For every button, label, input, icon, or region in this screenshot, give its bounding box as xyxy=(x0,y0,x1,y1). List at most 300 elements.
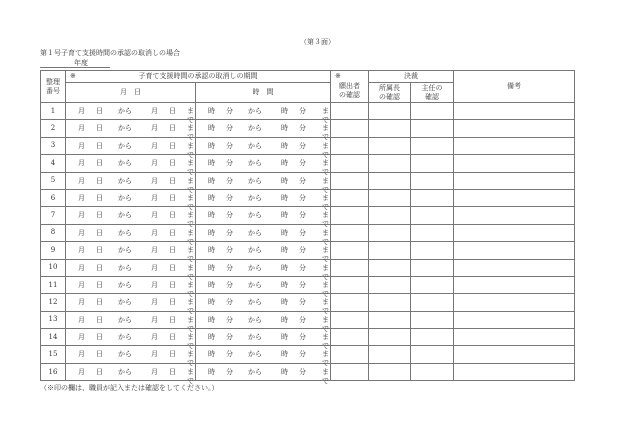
applicant-confirm-cell[interactable] xyxy=(331,363,369,380)
time-unit: 分 xyxy=(226,350,233,359)
time-unit: 時 xyxy=(281,124,288,133)
head-confirm-cell[interactable] xyxy=(369,363,411,380)
table-row xyxy=(41,276,575,293)
date-unit: まで xyxy=(187,124,194,142)
remarks-header: 備考 xyxy=(454,71,575,103)
number-header: 整理 番号 xyxy=(41,71,66,103)
applicant-confirm-cell[interactable] xyxy=(331,242,369,259)
year-field[interactable] xyxy=(40,58,110,68)
date-unit: 日 xyxy=(169,298,176,307)
date-unit: 日 xyxy=(169,280,176,289)
table-row xyxy=(41,120,575,137)
date-unit: 月 xyxy=(78,333,85,342)
time-cell[interactable] xyxy=(196,311,331,333)
head-confirm-cell[interactable] xyxy=(369,155,411,172)
form-title: 第１号子育て支援時間の承認の取消しの場合 xyxy=(40,49,180,57)
time-unit: まで xyxy=(322,263,329,281)
year-label: 年度 xyxy=(74,59,88,67)
date-unit: 日 xyxy=(169,124,176,133)
time-unit: 時 xyxy=(208,124,215,133)
time-unit: から xyxy=(248,159,262,168)
time-unit: 分 xyxy=(226,141,233,150)
chief-confirm-cell[interactable] xyxy=(411,224,454,241)
time-cell[interactable] xyxy=(196,276,331,298)
date-unit: 月 xyxy=(151,141,158,150)
date-cell[interactable] xyxy=(66,172,196,194)
time-cell[interactable] xyxy=(196,363,331,385)
time-unit: 時 xyxy=(281,298,288,307)
time-unit: 分 xyxy=(299,350,306,359)
time-unit: まで xyxy=(322,367,329,385)
applicant-confirm-cell[interactable] xyxy=(331,137,369,154)
date-unit: 日 xyxy=(169,333,176,342)
table-row xyxy=(41,189,575,206)
time-unit: から xyxy=(248,367,262,376)
date-unit: から xyxy=(118,280,132,289)
date-unit: 日 xyxy=(96,193,103,202)
time-unit: 分 xyxy=(299,246,306,255)
table-row xyxy=(41,311,575,328)
chief-confirm-cell[interactable] xyxy=(411,103,454,120)
time-unit: まで xyxy=(322,280,329,298)
date-unit: 月 xyxy=(78,298,85,307)
applicant-confirm-cell[interactable] xyxy=(331,329,369,346)
time-unit: 分 xyxy=(226,246,233,255)
time-unit: 分 xyxy=(299,315,306,324)
time-unit: 分 xyxy=(299,333,306,342)
date-unit: 日 xyxy=(96,124,103,133)
time-unit: まで xyxy=(322,333,329,351)
applicant-confirm-cell[interactable] xyxy=(331,103,369,120)
applicant-confirm-cell[interactable] xyxy=(331,172,369,189)
date-cell[interactable] xyxy=(66,276,196,298)
row-number: 16 xyxy=(41,363,66,380)
head-confirm-cell[interactable] xyxy=(369,329,411,346)
date-unit: 日 xyxy=(96,333,103,342)
date-unit: 月 xyxy=(151,211,158,220)
head-confirm-header: 所属長 の確認 xyxy=(369,83,411,103)
remarks-cell[interactable] xyxy=(454,259,575,276)
time-unit: 時 xyxy=(281,159,288,168)
applicant-header: ※ 願出者 の確認 xyxy=(331,71,369,103)
date-cell[interactable] xyxy=(66,207,196,229)
date-cell[interactable] xyxy=(66,137,196,159)
date-unit: から xyxy=(118,333,132,342)
date-unit: 月 xyxy=(78,350,85,359)
date-unit: まで xyxy=(187,176,194,194)
time-unit: 時 xyxy=(208,315,215,324)
remarks-cell[interactable] xyxy=(454,276,575,293)
time-header: 時 間 xyxy=(196,83,331,103)
remarks-cell[interactable] xyxy=(454,172,575,189)
time-unit: まで xyxy=(322,159,329,177)
date-header: 月 日 xyxy=(66,83,196,103)
date-cell[interactable] xyxy=(66,329,196,351)
time-cell[interactable] xyxy=(196,329,331,351)
date-unit: まで xyxy=(187,246,194,264)
chief-confirm-header: 主任の 確認 xyxy=(411,83,454,103)
date-unit: 日 xyxy=(169,193,176,202)
date-unit: まで xyxy=(187,315,194,333)
time-unit: 時 xyxy=(208,176,215,185)
date-unit: 月 xyxy=(151,315,158,324)
date-unit: 日 xyxy=(96,350,103,359)
date-unit: まで xyxy=(187,298,194,316)
time-unit: 分 xyxy=(226,298,233,307)
time-unit: 時 xyxy=(281,315,288,324)
date-unit: 月 xyxy=(78,107,85,115)
remarks-cell[interactable] xyxy=(454,311,575,328)
date-unit: 月 xyxy=(78,280,85,289)
applicant-confirm-cell[interactable] xyxy=(331,346,369,363)
time-unit: まで xyxy=(322,228,329,246)
time-unit: 時 xyxy=(281,176,288,185)
remarks-cell[interactable] xyxy=(454,346,575,363)
table-row xyxy=(41,242,575,259)
time-unit: から xyxy=(248,107,262,115)
time-unit: 分 xyxy=(226,228,233,237)
date-unit: 月 xyxy=(151,350,158,359)
date-unit: から xyxy=(118,141,132,150)
remarks-cell[interactable] xyxy=(454,329,575,346)
time-cell[interactable] xyxy=(196,137,331,159)
time-unit: 分 xyxy=(299,176,306,185)
time-unit: 時 xyxy=(208,193,215,202)
row-number: 15 xyxy=(41,346,66,363)
time-unit: 分 xyxy=(299,193,306,202)
date-unit: まで xyxy=(187,141,194,159)
applicant-confirm-cell[interactable] xyxy=(331,155,369,172)
date-cell[interactable] xyxy=(66,242,196,264)
time-unit: 時 xyxy=(208,263,215,272)
date-unit: 日 xyxy=(96,367,103,376)
time-cell[interactable] xyxy=(196,155,331,177)
date-unit: 月 xyxy=(78,159,85,168)
date-unit: 日 xyxy=(169,176,176,185)
remarks-cell[interactable] xyxy=(454,103,575,120)
time-unit: まで xyxy=(322,211,329,229)
date-cell[interactable] xyxy=(66,294,196,316)
row-number: 8 xyxy=(41,224,66,241)
time-unit: 分 xyxy=(299,107,306,115)
chief-confirm-cell[interactable] xyxy=(411,207,454,224)
date-cell[interactable] xyxy=(66,189,196,211)
time-unit: 分 xyxy=(226,211,233,220)
date-unit: 月 xyxy=(151,367,158,376)
time-unit: まで xyxy=(322,315,329,333)
table-row xyxy=(41,103,575,120)
time-unit: 時 xyxy=(281,367,288,376)
date-unit: から xyxy=(118,298,132,307)
row-number: 4 xyxy=(41,155,66,172)
date-unit: 月 xyxy=(78,246,85,255)
date-cell[interactable] xyxy=(66,155,196,177)
row-number: 10 xyxy=(41,259,66,276)
date-cell[interactable] xyxy=(66,346,196,368)
chief-confirm-cell[interactable] xyxy=(411,242,454,259)
remarks-cell[interactable] xyxy=(454,155,575,172)
date-unit: まで xyxy=(187,228,194,246)
table-row xyxy=(41,329,575,346)
time-cell[interactable] xyxy=(196,207,331,229)
row-number: 7 xyxy=(41,207,66,224)
cancellation-table xyxy=(40,70,575,385)
time-unit: 分 xyxy=(226,124,233,133)
time-unit: まで xyxy=(322,176,329,194)
time-unit: 時 xyxy=(281,107,288,115)
table-row xyxy=(41,259,575,276)
date-unit: 日 xyxy=(169,367,176,376)
date-cell[interactable] xyxy=(66,363,196,385)
chief-confirm-cell[interactable] xyxy=(411,294,454,311)
chief-confirm-cell[interactable] xyxy=(411,259,454,276)
date-unit: まで xyxy=(187,333,194,351)
chief-confirm-cell[interactable] xyxy=(411,155,454,172)
time-unit: から xyxy=(248,141,262,150)
row-number: 13 xyxy=(41,311,66,328)
date-unit: まで xyxy=(187,280,194,298)
remarks-cell[interactable] xyxy=(454,242,575,259)
time-cell[interactable] xyxy=(196,224,331,246)
time-unit: 時 xyxy=(208,246,215,255)
applicant-confirm-cell[interactable] xyxy=(331,294,369,311)
footnote: （※印の欄は、職員が記入または確認をしてください。） xyxy=(40,384,219,392)
date-unit: から xyxy=(118,107,132,115)
page-label: （第３面） xyxy=(300,38,335,46)
applicant-confirm-cell[interactable] xyxy=(331,224,369,241)
date-unit: 日 xyxy=(169,315,176,324)
time-unit: から xyxy=(248,350,262,359)
date-unit: まで xyxy=(187,211,194,229)
time-unit: 時 xyxy=(281,193,288,202)
chief-confirm-cell[interactable] xyxy=(411,120,454,137)
remarks-cell[interactable] xyxy=(454,189,575,206)
time-unit: 分 xyxy=(226,280,233,289)
time-unit: 時 xyxy=(281,333,288,342)
date-unit: まで xyxy=(187,193,194,211)
chief-confirm-cell[interactable] xyxy=(411,276,454,293)
chief-confirm-cell[interactable] xyxy=(411,346,454,363)
row-number: 5 xyxy=(41,172,66,189)
head-confirm-cell[interactable] xyxy=(369,346,411,363)
row-number: 1 xyxy=(41,103,66,120)
table-row xyxy=(41,172,575,189)
applicant-confirm-cell[interactable] xyxy=(331,207,369,224)
date-unit: 日 xyxy=(169,159,176,168)
time-unit: から xyxy=(248,211,262,220)
date-unit: 月 xyxy=(78,367,85,376)
time-cell[interactable] xyxy=(196,294,331,316)
date-cell[interactable] xyxy=(66,224,196,246)
date-unit: まで xyxy=(187,263,194,281)
time-unit: 時 xyxy=(208,107,215,115)
time-unit: 時 xyxy=(281,246,288,255)
time-cell[interactable] xyxy=(196,259,331,281)
table-row xyxy=(41,346,575,363)
time-unit: 分 xyxy=(299,367,306,376)
time-unit: 時 xyxy=(281,350,288,359)
date-unit: 日 xyxy=(169,246,176,255)
head-confirm-cell[interactable] xyxy=(369,242,411,259)
date-unit: 日 xyxy=(96,298,103,307)
date-unit: 日 xyxy=(96,211,103,220)
period-header: ※ 子育て支援時間の承認の取消しの期間 xyxy=(66,71,331,83)
time-unit: 時 xyxy=(208,350,215,359)
time-unit: 分 xyxy=(226,333,233,342)
remarks-cell[interactable] xyxy=(454,363,575,380)
date-unit: 月 xyxy=(151,263,158,272)
remarks-cell[interactable] xyxy=(454,294,575,311)
date-unit: から xyxy=(118,350,132,359)
time-unit: まで xyxy=(322,246,329,264)
time-unit: まで xyxy=(322,350,329,368)
date-unit: 日 xyxy=(96,263,103,272)
time-unit: まで xyxy=(322,193,329,211)
time-unit: 時 xyxy=(281,280,288,289)
time-unit: 分 xyxy=(226,107,233,115)
time-unit: 分 xyxy=(299,141,306,150)
date-unit: 月 xyxy=(151,246,158,255)
time-unit: 時 xyxy=(208,333,215,342)
date-unit: 月 xyxy=(78,315,85,324)
time-cell[interactable] xyxy=(196,189,331,211)
date-unit: まで xyxy=(187,159,194,177)
date-cell[interactable] xyxy=(66,259,196,281)
row-number: 2 xyxy=(41,120,66,137)
time-unit: 分 xyxy=(299,124,306,133)
time-unit: から xyxy=(248,333,262,342)
date-unit: 月 xyxy=(151,298,158,307)
time-unit: 分 xyxy=(226,367,233,376)
chief-confirm-cell[interactable] xyxy=(411,329,454,346)
time-unit: から xyxy=(248,228,262,237)
time-unit: から xyxy=(248,263,262,272)
time-cell[interactable] xyxy=(196,172,331,194)
date-unit: 日 xyxy=(169,263,176,272)
chief-confirm-cell[interactable] xyxy=(411,311,454,328)
date-unit: から xyxy=(118,159,132,168)
date-unit: 日 xyxy=(96,315,103,324)
date-unit: から xyxy=(118,367,132,376)
remarks-cell[interactable] xyxy=(454,224,575,241)
time-unit: 分 xyxy=(226,315,233,324)
date-unit: 日 xyxy=(96,176,103,185)
date-unit: から xyxy=(118,211,132,220)
head-confirm-cell[interactable] xyxy=(369,207,411,224)
head-confirm-cell[interactable] xyxy=(369,137,411,154)
chief-confirm-cell[interactable] xyxy=(411,189,454,206)
date-unit: 日 xyxy=(96,141,103,150)
time-unit: から xyxy=(248,315,262,324)
remarks-cell[interactable] xyxy=(454,137,575,154)
applicant-confirm-cell[interactable] xyxy=(331,311,369,328)
time-unit: 分 xyxy=(299,211,306,220)
date-unit: 月 xyxy=(78,211,85,220)
row-number: 14 xyxy=(41,329,66,346)
date-unit: 月 xyxy=(151,176,158,185)
date-unit: 日 xyxy=(169,350,176,359)
chief-confirm-cell[interactable] xyxy=(411,363,454,380)
time-unit: 分 xyxy=(299,298,306,307)
date-unit: 月 xyxy=(78,124,85,133)
date-unit: から xyxy=(118,228,132,237)
time-unit: 分 xyxy=(299,228,306,237)
date-unit: 日 xyxy=(169,141,176,150)
date-cell[interactable] xyxy=(66,103,196,124)
time-cell[interactable] xyxy=(196,346,331,368)
time-unit: 分 xyxy=(299,159,306,168)
time-unit: まで xyxy=(322,298,329,316)
row-number: 3 xyxy=(41,137,66,154)
applicant-confirm-cell[interactable] xyxy=(331,259,369,276)
date-unit: 日 xyxy=(169,107,176,115)
time-unit: 時 xyxy=(208,280,215,289)
date-unit: 月 xyxy=(151,228,158,237)
date-unit: 月 xyxy=(78,176,85,185)
head-confirm-cell[interactable] xyxy=(369,103,411,120)
table-row xyxy=(41,137,575,154)
remarks-cell[interactable] xyxy=(454,207,575,224)
applicant-confirm-cell[interactable] xyxy=(331,189,369,206)
time-unit: 時 xyxy=(281,263,288,272)
time-unit: まで xyxy=(322,141,329,159)
date-unit: 日 xyxy=(169,228,176,237)
head-confirm-cell[interactable] xyxy=(369,294,411,311)
applicant-confirm-cell[interactable] xyxy=(331,120,369,137)
date-unit: 月 xyxy=(151,124,158,133)
date-cell[interactable] xyxy=(66,120,196,142)
time-unit: 分 xyxy=(299,280,306,289)
date-unit: 日 xyxy=(96,228,103,237)
head-confirm-cell[interactable] xyxy=(369,189,411,206)
time-unit: から xyxy=(248,176,262,185)
remarks-cell[interactable] xyxy=(454,120,575,137)
applicant-confirm-cell[interactable] xyxy=(331,276,369,293)
time-unit: 時 xyxy=(281,228,288,237)
date-unit: 月 xyxy=(78,193,85,202)
head-confirm-cell[interactable] xyxy=(369,224,411,241)
time-cell[interactable] xyxy=(196,120,331,142)
head-confirm-cell[interactable] xyxy=(369,172,411,189)
time-unit: 分 xyxy=(226,159,233,168)
date-unit: 月 xyxy=(78,141,85,150)
chief-confirm-cell[interactable] xyxy=(411,137,454,154)
head-confirm-cell[interactable] xyxy=(369,311,411,328)
time-unit: から xyxy=(248,193,262,202)
time-cell[interactable] xyxy=(196,103,331,124)
row-number: 12 xyxy=(41,294,66,311)
time-unit: 分 xyxy=(299,263,306,272)
time-unit: 時 xyxy=(208,141,215,150)
date-unit: から xyxy=(118,315,132,324)
date-cell[interactable] xyxy=(66,311,196,333)
time-unit: 時 xyxy=(208,159,215,168)
date-unit: まで xyxy=(187,107,194,124)
row-number: 6 xyxy=(41,189,66,206)
chief-confirm-cell[interactable] xyxy=(411,172,454,189)
date-unit: 月 xyxy=(151,193,158,202)
date-unit: まで xyxy=(187,367,194,385)
date-unit: から xyxy=(118,176,132,185)
date-unit: 日 xyxy=(96,107,103,115)
time-unit: 分 xyxy=(226,176,233,185)
row-number: 11 xyxy=(41,276,66,293)
head-confirm-cell[interactable] xyxy=(369,120,411,137)
time-cell[interactable] xyxy=(196,242,331,264)
head-confirm-cell[interactable] xyxy=(369,276,411,293)
head-confirm-cell[interactable] xyxy=(369,259,411,276)
date-unit: から xyxy=(118,124,132,133)
